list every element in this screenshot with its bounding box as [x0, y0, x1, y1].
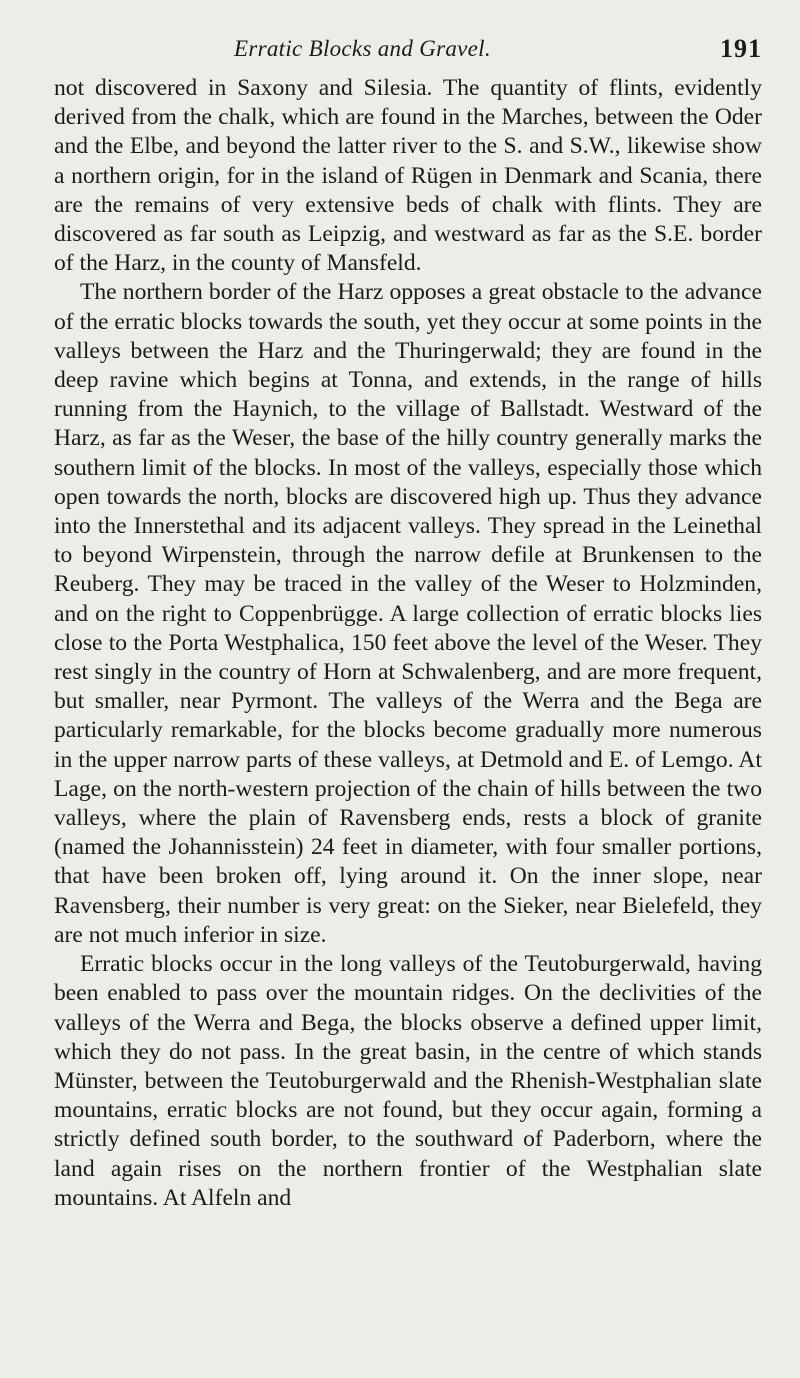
running-head: [54, 30, 762, 74]
paragraph: not discovered in Saxony and Silesia. The quantity of flints, evidently derived from the chalk, which are found in the Marches, between the Oder and the Elbe, and beyond the latter river to the S. and S.W., likewise show a northern origin, for in the island of Rügen in Denmark and Scania, there are the remains of very extensive beds of chalk with flints. They are discovered as far south as Leipzig, and westward as far as the S.E. border of the Harz, in the county of Mansfeld.: [54, 75, 762, 277]
page-number: 191: [720, 34, 762, 63]
body-text: [54, 74, 762, 1213]
paragraph: Erratic blocks occur in the long valleys of the Teutoburgerwald, having been enabled to pass over the mountain ridges. On the declivities of the valleys of the Werra and Bega, the blocks observe a defined upper limit, which they do not pass. In the great basin, in the centre of which stands Münster, between the Teutoburgerwald and the Rhenish-Westphalian slate mountains, erratic blocks are not found, but they occur again, forming a strictly defined south border, to the southward of Paderborn, where the land again rises on the northern frontier of the Westphalian slate mountains. At Alfeln and: [54, 951, 762, 1211]
running-title: Erratic Blocks and Gravel.: [234, 36, 491, 61]
paragraph: The northern border of the Harz opposes a great obstacle to the advance of the erratic blocks towards the south, yet they occur at some points in the valleys between the Harz and the Thuringerwald; they are found in the deep ravine which begins at Tonna, and extends, in the range of hills running from the Haynich, to the village of Ballstadt. Westward of the Harz, as far as the Weser, the base of the hilly country generally marks the southern limit of the blocks. In most of the valleys, especially those which open towards the north, blocks are discovered high up. Thus they advance into the Innerstethal and its adjacent valleys. They spread in the Leinethal to beyond Wirpenstein, through the narrow defile at Brunkensen to the Reuberg. They may be traced in the valley of the Weser to Holzminden, and on the right to Coppenbrügge. A large collection of erratic blocks lies close to the Porta Westphalica, 150 feet above the level of the Weser. They rest singly in the country of Horn at Schwalenberg, and are more frequent, but smaller, near Pyrmont. The valleys of the Werra and the Bega are particularly remarkable, for the blocks become gradually more numerous in the upper narrow parts of these valleys, at Detmold and E. of Lemgo. At Lage, on the north-western projection of the chain of hills between the two valleys, where the plain of Ravensberg ends, rests a block of granite (named the Johannisstein) 24 feet in diameter, with four smaller portions, that have been broken off, lying around it. On the inner slope, near Ravensberg, their number is very great: on the Sieker, near Bielefeld, they are not much inferior in size.: [54, 279, 762, 948]
